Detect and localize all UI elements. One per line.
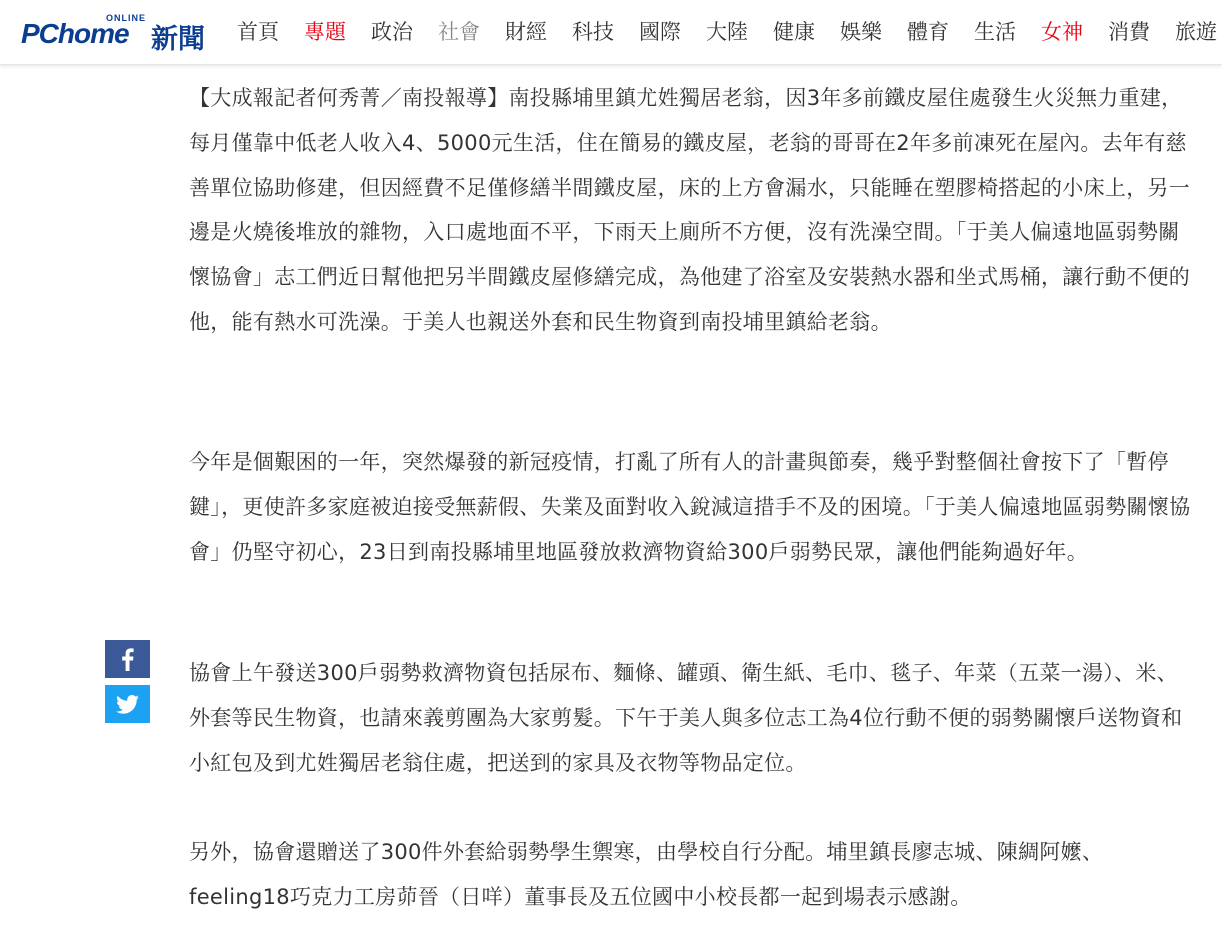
nav-item-life[interactable]: 生活: [974, 20, 1016, 44]
nav-item-entertainment[interactable]: 娛樂: [840, 20, 882, 44]
article-paragraph: 另外，協會還贈送了300件外套給弱勢學生禦寒，由學校自行分配。埔里鎮長廖志城、陳綢阿嬤、feeling18巧克力工房茆晉（日咩）董事長及五位國中小校長都一起到場表示感謝。: [189, 840, 1104, 909]
nav-item-mainland[interactable]: 大陸: [706, 20, 748, 44]
nav-item-society[interactable]: 社會: [438, 20, 480, 44]
nav-item-health[interactable]: 健康: [773, 20, 815, 44]
nav-item-international[interactable]: 國際: [639, 20, 681, 44]
nav-item-features[interactable]: 專題: [304, 20, 346, 44]
nav-item-travel[interactable]: 旅遊: [1175, 20, 1217, 44]
nav-item-sports[interactable]: 體育: [907, 20, 949, 44]
nav-item-home[interactable]: 首頁: [237, 20, 279, 44]
nav-item-tech[interactable]: 科技: [572, 20, 614, 44]
article-paragraph: 今年是個艱困的一年，突然爆發的新冠疫情，打亂了所有人的計畫與節奏，幾乎對整個社會按下了「暫停鍵」，更使許多家庭被迫接受無薪假、失業及面對收入銳減這措手不及的困境。「于美人偏遠地區弱勢關懷協會」仍堅守初心，23日到南投縣埔里地區發放救濟物資給300戶弱勢民眾，讓他們能夠過好年。: [189, 450, 1191, 564]
main-nav: [237, 17, 1222, 47]
site-logo[interactable]: [21, 8, 211, 55]
twitter-icon: [105, 685, 150, 723]
facebook-share-button[interactable]: [105, 640, 150, 678]
site-header: [0, 0, 1222, 65]
article-paragraph: 【大成報記者何秀菁／南投報導】南投縣埔里鎮尤姓獨居老翁，因3年多前鐵皮屋住處發生火災無力重建，每月僅靠中低老人收入4、5000元生活，住在簡易的鐵皮屋，老翁的哥哥在2年多前凍死在屋內。去年有慈善單位協助修建，但因經費不足僅修繕半間鐵皮屋，床的上方會漏水，只能睡在塑膠椅搭起的小床上，另一邊是火燒後堆放的雜物，入口處地面不平，下雨天上廁所不方便，沒有洗澡空間。「于美人偏遠地區弱勢關懷協會」志工們近日幫他把另半間鐵皮屋修繕完成，為他建了浴室及安裝熱水器和坐式馬桶，讓行動不便的他，能有熱水可洗澡。于美人也親送外套和民生物資到南投埔里鎮給老翁。: [189, 86, 1191, 334]
nav-item-finance[interactable]: 財經: [505, 20, 547, 44]
logo-pchome: PChome: [21, 18, 129, 49]
twitter-share-button[interactable]: [105, 685, 150, 723]
facebook-icon: [105, 640, 150, 678]
nav-item-consumer[interactable]: 消費: [1108, 20, 1150, 44]
nav-item-politics[interactable]: 政治: [371, 20, 413, 44]
logo-online: ONLINE: [106, 13, 147, 23]
nav-item-goddess[interactable]: 女神: [1041, 20, 1083, 44]
logo-news: 新聞: [151, 24, 205, 55]
article-paragraph: 協會上午發送300戶弱勢救濟物資包括尿布、麵條、罐頭、衛生紙、毛巾、毯子、年菜（五菜一湯）、米、外套等民生物資，也請來義剪團為大家剪髮。下午于美人與多位志工為4位行動不便的弱勢關懷戶送物資和小紅包及到尤姓獨居老翁住處，把送到的家具及衣物等物品定位。: [189, 661, 1183, 775]
